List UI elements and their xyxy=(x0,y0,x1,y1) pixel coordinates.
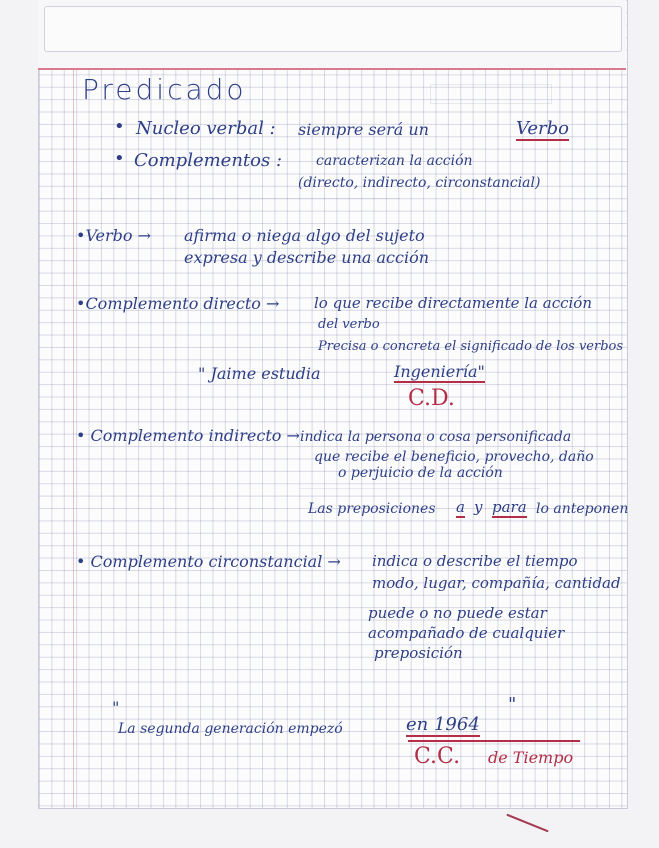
quote-text: La segunda generación empezó xyxy=(118,721,343,737)
prep-para: para xyxy=(492,498,527,516)
cc-tag: C.C. xyxy=(414,744,461,769)
nucleo-label: Nucleo verbal : xyxy=(136,118,276,139)
ci-line-end: lo anteponen xyxy=(536,501,629,517)
complementos-line: caracterizan la acción xyxy=(316,153,473,169)
complementos-line: (directo, indirecto, circonstancial) xyxy=(298,175,541,191)
cc-tag-rest: de Tiempo xyxy=(488,748,574,767)
cd-line: Precisa o concreta el significado de los verbos xyxy=(318,339,624,354)
cc-line: puede o no puede estar xyxy=(368,604,547,622)
bullet: • xyxy=(114,148,125,169)
complementos-label: Complementos : xyxy=(134,150,283,171)
quote-highlight: en 1964 xyxy=(406,714,480,735)
cd-tag: C.D. xyxy=(408,386,455,411)
page-header-band xyxy=(38,0,626,70)
margin-line xyxy=(73,68,74,808)
nucleo-text: siempre será un xyxy=(298,120,429,139)
verbo-highlight: Verbo xyxy=(516,118,569,139)
verbo-label: •Verbo → xyxy=(76,226,152,245)
ci-line: Las preposiciones xyxy=(308,501,436,517)
cc-line: preposición xyxy=(374,644,463,662)
quote-close: " xyxy=(508,694,517,715)
ci-line: que recibe el beneficio, provecho, daño xyxy=(314,449,594,465)
cd-line: lo que recibe directamente la acción xyxy=(314,294,592,312)
verbo-line: afirma o niega algo del sujeto xyxy=(184,226,425,245)
cc-label: • Complemento circonstancial → xyxy=(76,552,341,571)
cd-example-word: Ingeniería" xyxy=(394,362,485,381)
pen-mark xyxy=(506,814,548,833)
cc-line: indica o describe el tiempo xyxy=(372,552,578,570)
cd-line: del verbo xyxy=(318,317,380,332)
page-title: Predicado xyxy=(82,73,247,106)
quote-open: " xyxy=(112,698,120,717)
verbo-line: expresa y describe una acción xyxy=(184,248,430,267)
ci-line: o perjuicio de la acción xyxy=(338,465,503,481)
cd-label: •Complemento directo → xyxy=(76,294,280,313)
cc-line: modo, lugar, compañía, cantidad xyxy=(372,574,621,592)
bullet: • xyxy=(114,116,125,137)
prep-a: a xyxy=(456,498,465,516)
ci-line: indica la persona o cosa personificada xyxy=(300,429,572,445)
cd-example: " Jaime estudia xyxy=(198,364,321,383)
prep-y: y xyxy=(474,498,483,516)
cc-line: acompañado de cualquier xyxy=(368,624,565,642)
ci-label: • Complemento indirecto → xyxy=(76,426,300,445)
tag-underline xyxy=(408,740,580,742)
bleed-through xyxy=(430,84,552,104)
header-box xyxy=(44,6,622,52)
